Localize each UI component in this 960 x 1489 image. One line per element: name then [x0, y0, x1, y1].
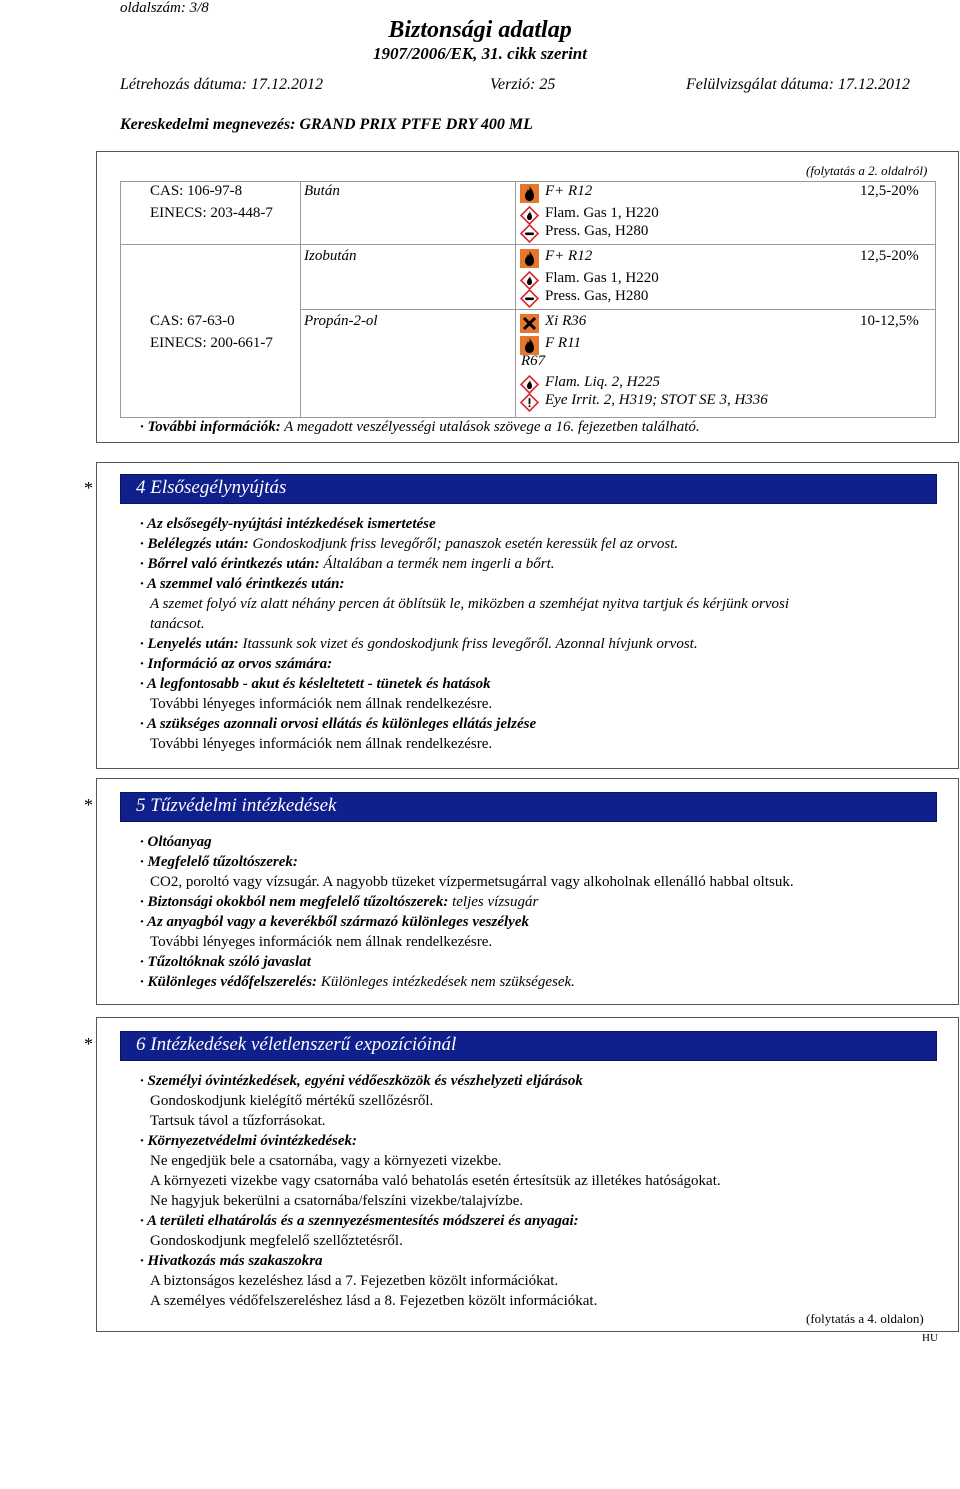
flame-icon [520, 249, 539, 268]
section-line: · Különleges védőfelszerelés: Különleges intézkedések nem szükségesek. [140, 974, 575, 990]
section-line: Gondoskodjunk kielégítő mértékű szellőzésről. [150, 1093, 434, 1109]
section-line: · Oltóanyag [140, 834, 212, 850]
classification: Press. Gas, H280 [545, 223, 649, 239]
section-line: · A szemmel való érintkezés után: [140, 576, 345, 592]
concentration: 12,5-20% [860, 183, 919, 199]
flame-icon [520, 375, 539, 394]
section-line: CO2, poroltó vagy vízsugár. A nagyobb tüzeket vízpermetsugárral vagy alkoholnak ellenálló habbal oltsuk. [150, 874, 794, 890]
concentration: 10-12,5% [860, 313, 919, 329]
section-line: Tartsuk távol a tűzforrásokat. [150, 1113, 326, 1129]
section-line: Ne hagyjuk bekerülni a csatornába/felszíni vizekbe/talajvízbe. [150, 1193, 524, 1209]
classification: Flam. Gas 1, H220 [545, 270, 659, 286]
version: Verzió: 25 [490, 76, 556, 93]
section-line: · A területi elhatárolás és a szennyezésmentesítés módszerei és anyagai: [140, 1213, 579, 1229]
section-line: · Lenyelés után: Itassunk sok vizet és gondoskodjunk friss levegőről. Azonnal hívjunk orvost. [140, 636, 698, 652]
classification: Flam. Liq. 2, H225 [545, 374, 661, 390]
section-line: · Környezetvédelmi óvintézkedések: [140, 1133, 358, 1149]
section-line: Ne engedjük bele a csatornába, vagy a környezeti vizekbe. [150, 1153, 502, 1169]
classification: Xi R36 [545, 313, 587, 329]
classification: F+ R12 [545, 183, 593, 199]
flame-icon [520, 184, 539, 203]
classification: Flam. Gas 1, H220 [545, 205, 659, 221]
flame-icon [520, 206, 539, 225]
section-line: A környezeti vizekbe vagy csatornába való behatolás esetén értesítsük az illetékes hatóságokat. [150, 1173, 721, 1189]
gas-cylinder-icon [520, 289, 539, 308]
section-line: · Megfelelő tűzoltószerek: [140, 854, 298, 870]
continued-from: (folytatás a 2. oldalról) [806, 163, 928, 178]
section-line: A szemet folyó víz alatt néhány percen át öblítsük le, miközben a szemhéjat nyitva tartjuk és kérjünk orvosi [150, 596, 790, 612]
section-line: A biztonságos kezeléshez lásd a 7. Fejezetben közölt információkat. [150, 1273, 559, 1289]
cross-icon [520, 314, 539, 333]
section-line: További lényeges információk nem állnak rendelkezésre. [150, 736, 493, 752]
created-date: Létrehozás dátuma: 17.12.2012 [120, 76, 323, 93]
row-divider [300, 309, 935, 310]
change-marker: * [84, 478, 93, 498]
classification: F R11 [545, 335, 581, 351]
gas-cylinder-icon [520, 224, 539, 243]
section-line: · Információ az orvos számára: [140, 656, 333, 672]
section-line: · Az anyagból vagy a keverékből származó különleges veszélyek [140, 914, 529, 930]
section-line: · Tűzoltóknak szóló javaslat [140, 954, 311, 970]
section-line: · Személyi óvintézkedések, egyéni védőeszközök és vészhelyzeti eljárások [140, 1073, 583, 1089]
change-marker: * [84, 1034, 93, 1054]
section-line: Gondoskodjunk megfelelő szellőztetésről. [150, 1233, 403, 1249]
section-line: · Biztonsági okokból nem megfelelő tűzoltószerek: teljes vízsugár [140, 894, 539, 910]
change-marker: * [84, 795, 93, 815]
section-line: · Az elsősegély-nyújtási intézkedések ismertetése [140, 516, 436, 532]
section-line: · Belélegzés után: Gondoskodjunk friss levegőről; panaszok esetén keressük fel az orvost. [140, 536, 679, 552]
classification: F+ R12 [545, 248, 593, 264]
document-title: Biztonsági adatlap [388, 17, 572, 43]
section-line: A személyes védőfelszereléshez lásd a 8. Fejezetben közölt információkat. [150, 1293, 598, 1309]
section-line: További lényeges információk nem állnak rendelkezésre. [150, 934, 493, 950]
section-6-header: 6 Intézkedések véletlenszerű expozícióinál [120, 1031, 937, 1061]
substance-name: Bután [304, 183, 340, 199]
substance-name: Izobután [304, 248, 357, 264]
cas-number: CAS: 106-97-8 [150, 183, 243, 199]
section-line: tanácsot. [150, 616, 205, 632]
classification: Press. Gas, H280 [545, 288, 649, 304]
classification: Eye Irrit. 2, H319; STOT SE 3, H336 [545, 392, 768, 408]
trade-name: Kereskedelmi megnevezés: GRAND PRIX PTFE DRY 400 ML [120, 116, 533, 133]
concentration: 12,5-20% [860, 248, 919, 264]
section-line: · A legfontosabb - akut és késleltetett - tünetek és hatások [140, 676, 491, 692]
cas-number: CAS: 67-63-0 [150, 313, 235, 329]
einecs-number: EINECS: 203-448-7 [150, 205, 273, 221]
classification: R67 [521, 353, 546, 369]
section-4-header: 4 Elsősegélynyújtás [120, 474, 937, 504]
document-subtitle: 1907/2006/EK, 31. cikk szerint [373, 44, 587, 63]
exclamation-icon [520, 393, 539, 412]
page-number: oldalszám: 3/8 [120, 0, 209, 16]
section-line: További lényeges információk nem állnak rendelkezésre. [150, 696, 493, 712]
revision-date: Felülvizsgálat dátuma: 17.12.2012 [686, 76, 910, 93]
continued-to: (folytatás a 4. oldalon) [806, 1311, 924, 1326]
section-line: · A szükséges azonnali orvosi ellátás és különleges ellátás jelzése [140, 716, 537, 732]
column-divider [300, 181, 301, 417]
einecs-number: EINECS: 200-661-7 [150, 335, 273, 351]
section-line: · Bőrrel való érintkezés után: Általában a termék nem ingerli a bőrt. [140, 556, 555, 572]
column-divider [515, 181, 516, 417]
further-info: · További információk: A megadott veszélyességi utalások szövege a 16. fejezetben található. [140, 419, 700, 435]
language-code: HU [922, 1332, 938, 1344]
substance-name: Propán-2-ol [304, 313, 378, 329]
section-5-header: 5 Tűzvédelmi intézkedések [120, 792, 937, 822]
section-line: · Hivatkozás más szakaszokra [140, 1253, 323, 1269]
flame-icon [520, 271, 539, 290]
row-divider [120, 244, 935, 245]
